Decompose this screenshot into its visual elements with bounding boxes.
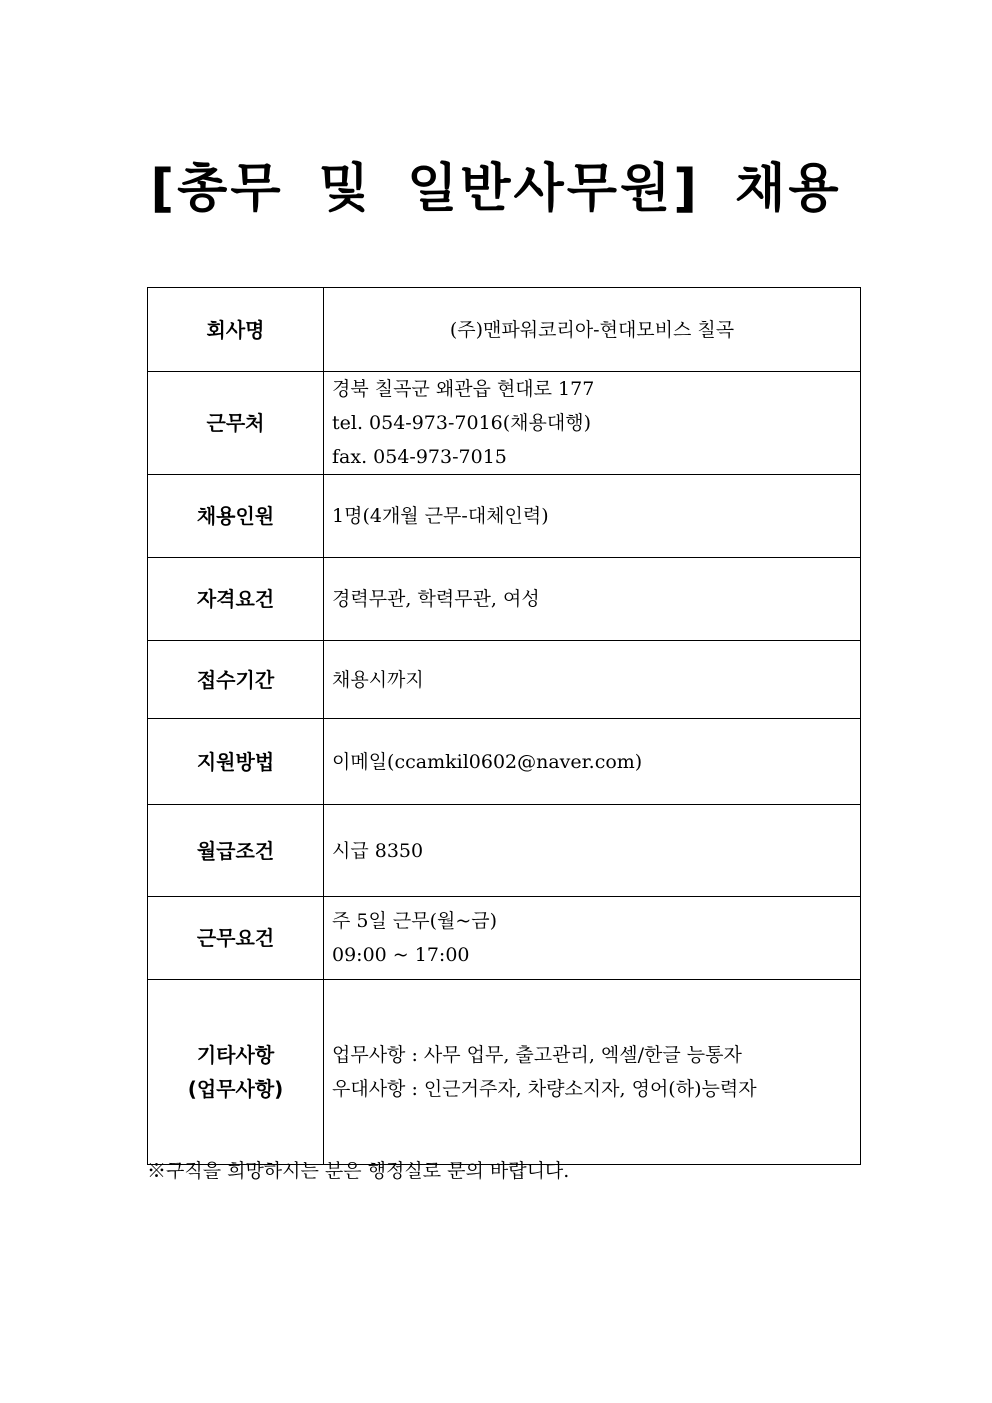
label-headcount: 채용인원 <box>148 475 324 558</box>
workplace-tel: tel. 054-973-7016(채용대행) <box>332 412 592 434</box>
workplace-address: 경북 칠곡군 왜관읍 현대로 177 <box>332 378 595 400</box>
headcount-text: 1명(4개월 근무-대체인력) <box>332 505 549 527</box>
value-hours <box>324 897 861 980</box>
table-row-hours <box>148 897 861 980</box>
value-salary <box>324 805 861 897</box>
table-row-apply <box>148 719 861 805</box>
label-workplace: 근무처 <box>148 372 324 475</box>
salary-text: 시급 8350 <box>332 839 424 862</box>
table-row-other <box>148 980 861 1165</box>
label-other-sub: (업무사항) <box>187 1077 284 1101</box>
table-row-workplace <box>148 372 861 475</box>
preference-text: 우대사항 : 인근거주자, 차량소지자, 영어(하)능력자 <box>332 1078 757 1100</box>
company-name: (주)맨파워코리아-현대모비스 칠곡 <box>449 318 735 341</box>
label-hours: 근무요건 <box>148 897 324 980</box>
table-row-salary <box>148 805 861 897</box>
table-row-company <box>148 288 861 372</box>
recruitment-table <box>147 287 861 1165</box>
period-text: 채용시까지 <box>332 668 424 691</box>
page-title: [총무 및 일반사무원] 채용 <box>150 159 842 219</box>
footnote: ※구직을 희망하시는 분은 행정실로 문의 바랍니다. <box>147 1160 570 1182</box>
qualifications-text: 경력무관, 학력무관, 여성 <box>332 588 540 610</box>
table-row-headcount <box>148 475 861 558</box>
value-company <box>324 288 861 372</box>
workplace-fax: fax. 054-973-7015 <box>332 446 507 468</box>
hours-days: 주 5일 근무(월~금) <box>332 910 498 932</box>
value-other <box>324 980 861 1165</box>
label-salary: 월급조건 <box>148 805 324 897</box>
label-other-main: 기타사항 <box>196 1043 275 1067</box>
apply-email: 이메일(ccamkil0602@naver.com) <box>332 750 643 773</box>
value-workplace <box>324 372 861 475</box>
label-apply: 지원방법 <box>148 719 324 805</box>
table-row-qualifications <box>148 558 861 641</box>
label-qualifications: 자격요건 <box>148 558 324 641</box>
table-row-period <box>148 641 861 719</box>
label-company: 회사명 <box>148 288 324 372</box>
label-other <box>148 980 324 1165</box>
value-apply <box>324 719 861 805</box>
hours-time: 09:00 ~ 17:00 <box>332 944 470 966</box>
duties-text: 업무사항 : 사무 업무, 출고관리, 엑셀/한글 능통자 <box>332 1044 742 1066</box>
value-headcount <box>324 475 861 558</box>
value-qualifications <box>324 558 861 641</box>
value-period <box>324 641 861 719</box>
label-period: 접수기간 <box>148 641 324 719</box>
